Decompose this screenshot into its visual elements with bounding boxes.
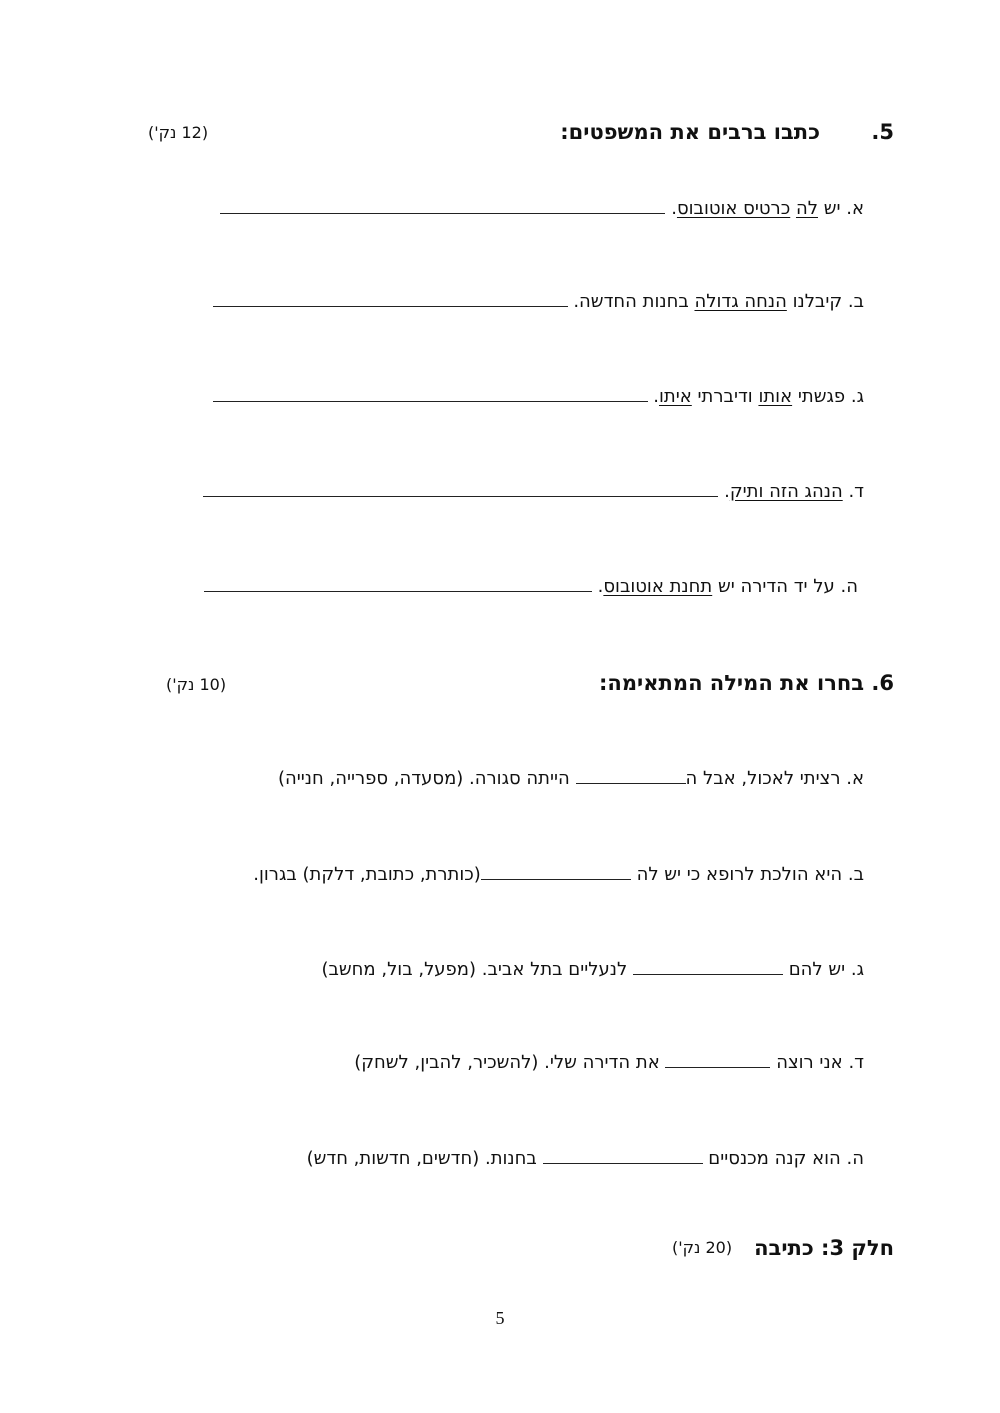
q6-title: 6. בחרו את המילה המתאימה: [599, 671, 894, 695]
page-number: 5 [495, 1308, 505, 1328]
q5-item-b [213, 291, 864, 312]
item-text: . [597, 576, 604, 597]
item-text: . [671, 198, 677, 219]
item-text: הייתה סגורה. (מסעדה, ספרייה, חנייה) [277, 768, 570, 789]
answer-blank[interactable] [576, 769, 686, 784]
q5-item-c [213, 386, 864, 407]
q6-item-c [321, 959, 864, 980]
item-text: אני רוצה [776, 1052, 843, 1073]
item-text: יש להם [788, 959, 846, 980]
q5-item-d [203, 481, 864, 502]
item-text: על יד הדירה יש [717, 576, 835, 597]
item-text: ודיברתי [697, 386, 753, 407]
item-text: יש [823, 198, 841, 219]
underlined-word: הנחה גדולה [694, 291, 787, 312]
underlined-word: אותו [758, 386, 793, 407]
underlined-word: לה [795, 198, 818, 219]
item-text: בחנות. (חדשים, חדשות, חדש) [306, 1148, 537, 1169]
item-text: . [653, 386, 659, 407]
item-text: לנעליים בתל אביב. (מפעל, בול, מחשב) [321, 959, 628, 980]
q5-number: 5. [871, 120, 894, 144]
item-text: . [724, 481, 730, 502]
answer-blank[interactable] [543, 1149, 703, 1164]
item-text: את הדירה שלי. (להשכיר, להבין, לשחק) [354, 1052, 660, 1073]
answer-blank[interactable] [204, 577, 592, 592]
answer-blank[interactable] [203, 482, 718, 497]
item-letter: ה. [846, 1148, 864, 1169]
answer-blank[interactable] [665, 1053, 770, 1068]
item-text: פגשתי [797, 386, 846, 407]
item-text: היא הולכת לרופא כי יש לה [636, 864, 843, 885]
q5-title: כתבו ברבים את המשפטים: [560, 120, 820, 144]
part3-points: (20 נק') [672, 1238, 733, 1257]
item-text: (כותרת, כתובת, דלקת) בגרון. [253, 864, 481, 885]
underlined-word: איתו [658, 386, 692, 407]
item-letter: ד. [848, 1052, 864, 1073]
item-text: הוא קנה מכנסיים [708, 1148, 841, 1169]
item-letter: ג. [850, 386, 864, 407]
q5-points: (12 נק') [148, 123, 209, 142]
q5-item-e [204, 576, 858, 597]
answer-blank[interactable] [213, 292, 568, 307]
answer-blank[interactable] [633, 960, 783, 975]
q6-item-d [354, 1052, 864, 1073]
item-text: בחנות החדשה. [573, 291, 689, 312]
underlined-word: כרטיס אוטובוס [676, 198, 791, 219]
q5-item-a [220, 198, 864, 219]
underlined-word: תחנת אוטובוס [603, 576, 713, 597]
q6-item-a [278, 768, 864, 789]
item-letter: ב. [847, 864, 864, 885]
q6-item-b [253, 864, 864, 885]
q6-item-e [307, 1148, 864, 1169]
item-letter: ב. [847, 291, 864, 312]
answer-blank[interactable] [481, 865, 631, 880]
item-letter: ד. [848, 481, 864, 502]
item-text: קיבלנו [792, 291, 843, 312]
item-letter: ג. [850, 959, 864, 980]
answer-blank[interactable] [220, 199, 665, 214]
part3-title: חלק 3: כתיבה [754, 1236, 894, 1260]
item-letter: א. [846, 198, 864, 219]
answer-blank[interactable] [213, 387, 648, 402]
q6-points: (10 נק') [166, 675, 227, 694]
underlined-word: הנהג הזה ותיק [729, 481, 843, 502]
item-text: רציתי לאכול, אבל ה [685, 768, 841, 789]
item-letter: ה. [840, 576, 858, 597]
item-letter: א. [846, 768, 864, 789]
